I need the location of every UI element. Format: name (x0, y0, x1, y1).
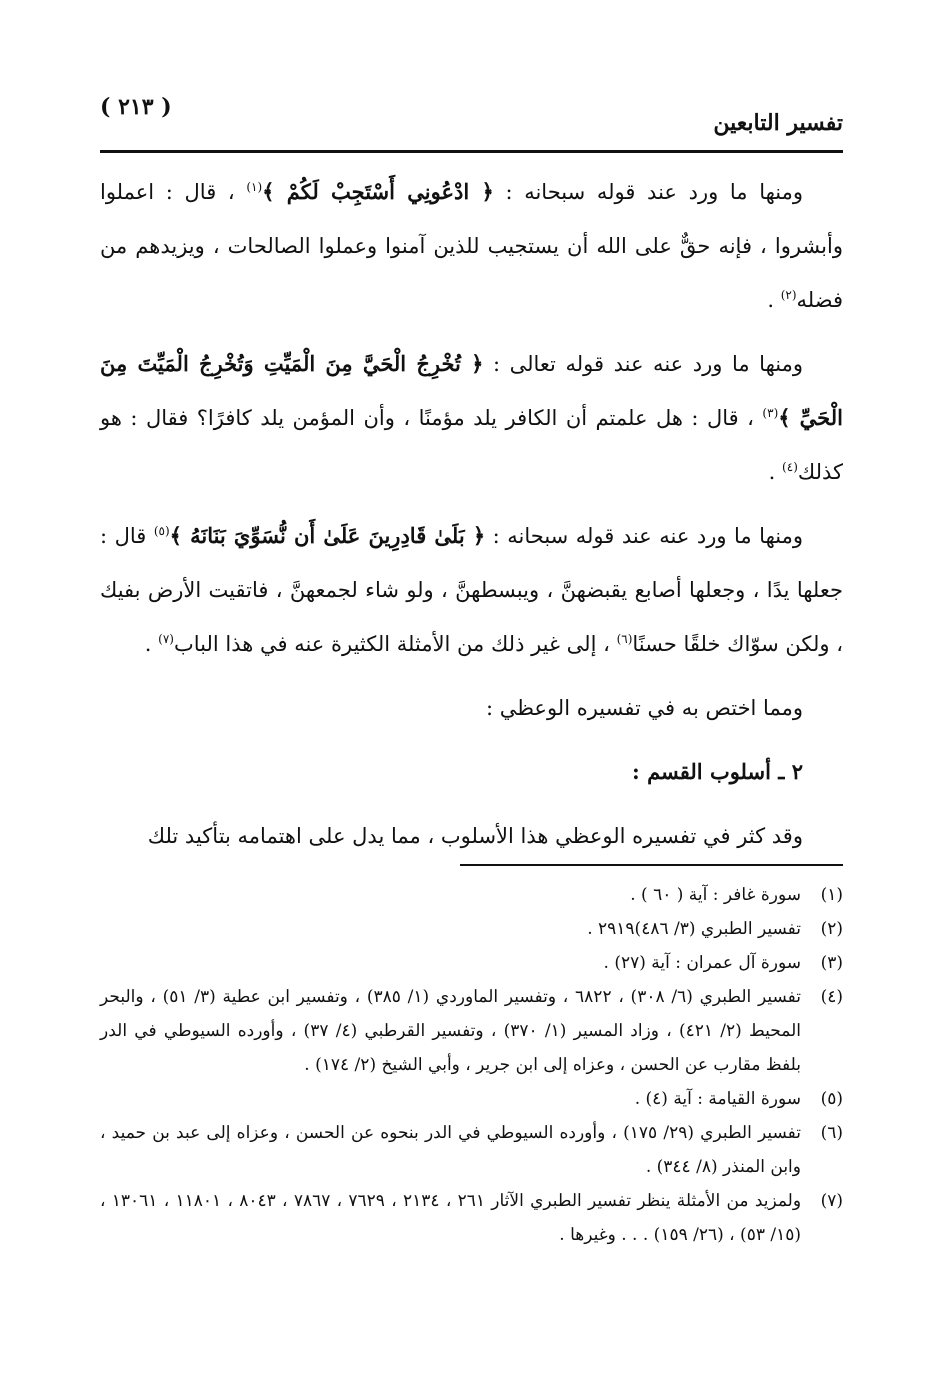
paragraph-3 (100, 509, 843, 671)
text-span: ، قال : هل علمتم أن الكافر يلد مؤمنًا ، وأن المؤمن يلد كافرًا؟ فقال : هو كذلك (100, 406, 843, 484)
footnote-number: (٧) (820, 1191, 843, 1211)
footnote-text: سورة آل عمران : آية (٢٧) . (603, 953, 801, 973)
footnote-item (100, 946, 843, 980)
footnote-item (100, 1184, 843, 1252)
footnote-text: سورة غافر : آية ( ٦٠ ) . (630, 885, 801, 905)
quran-verse: ﴿ ادْعُونِي أَسْتَجِبْ لَكُمْ ﴾ (262, 179, 494, 204)
footnote-number: (٢) (820, 919, 843, 939)
footnote-ref: (٧) (158, 632, 174, 646)
text-span: . (768, 460, 776, 484)
footnote-number: (٤) (820, 987, 843, 1007)
footnote-text: سورة القيامة : آية (٤) . (634, 1089, 801, 1109)
footnote-number: (٣) (820, 953, 843, 973)
paragraph-2 (100, 337, 843, 499)
footnote-item (100, 912, 843, 946)
footnote-number: (٥) (820, 1089, 843, 1109)
text-span: ومنها ما ورد عنه عند قوله سبحانه : (492, 524, 803, 548)
footnote-divider (460, 864, 843, 866)
page-header (100, 86, 843, 142)
footnote-text: تفسير الطبري (٣/ ٤٨٦)٢٩١٩ . (587, 919, 801, 939)
page-number: ( ٢١٣ ) (100, 94, 172, 120)
footnote-item (100, 1082, 843, 1116)
text-span: . (767, 288, 775, 312)
footnote-text: تفسير الطبري (٢٩/ ١٧٥) ، وأورده السيوطي في الدر بنحوه عن الحسن ، وعزاه إلى عبد بن حميد ، وابن المنذر (٨/ ٣٤٤) . (100, 1123, 801, 1177)
paragraph-5: وقد كثر في تفسيره الوعظي هذا الأسلوب ، مما يدل على اهتمامه بتأكيد تلك (147, 824, 803, 848)
footnote-item (100, 1116, 843, 1184)
text-span: . (144, 632, 152, 656)
footnote-ref: (٣) (762, 406, 779, 420)
footnote-text: تفسير الطبري (٦/ ٣٠٨) ، ٦٨٢٢ ، وتفسير الماوردي (١/ ٣٨٥) ، وتفسير ابن عطية (٣/ ٥١) ، والبحر المحيط (٢/ ٤٢١) ، وزاد المسير (١/ ٣٧٠) ، وتفسير القرطبي (٤/ ٣٧) ، وأورده السيوطي في الدر بلفظ مقارب عن الحسن ، وعزاه إلى ابن جرير ، وأبي الشيخ (٢/ ١٧٤) . (100, 987, 802, 1075)
footnote-number: (٦) (820, 1123, 843, 1143)
paragraph-1 (100, 165, 843, 327)
footnote-ref: (٢) (780, 288, 797, 302)
section-heading: ٢ ـ أسلوب القسم : (632, 759, 803, 784)
footnote-item (100, 980, 843, 1082)
main-text (100, 165, 843, 863)
footnotes (100, 878, 843, 1252)
footnote-ref: (٥) (153, 524, 170, 538)
footnote-ref: (٤) (782, 460, 798, 474)
footnote-item (100, 878, 843, 912)
footnote-ref: (١) (246, 180, 263, 194)
quran-verse: ﴿ تُخْرِجُ الْحَيَّ مِنَ الْمَيِّتِ وَتُخْرِجُ الْمَيِّتَ مِنَ الْحَيِّ ﴾ (100, 351, 843, 430)
book-title: تفسير التابعين (713, 110, 843, 136)
quran-verse: ﴿ بَلَىٰ قَادِرِينَ عَلَىٰ أَن نُّسَوِّيَ بَنَانَهُ ﴾ (169, 523, 486, 548)
header-divider (100, 150, 843, 153)
text-span: ومنها ما ورد عند قوله سبحانه : (505, 180, 804, 204)
footnote-ref: (٦) (616, 632, 633, 646)
text-span: ، قال : اعملوا وأبشروا ، فإنه حقٌّ على الله أن يستجيب للذين آمنوا وعملوا الصالحات ، ويزيدهم من فضله (100, 180, 843, 312)
paragraph-4: ومما اختص به في تفسيره الوعظي : (485, 696, 803, 720)
text-span: ومنها ما ورد عنه عند قوله تعالى : (492, 352, 803, 376)
text-span: ، إلى غير ذلك من الأمثلة الكثيرة عنه في هذا الباب (173, 632, 610, 656)
text-span: قال : جعلها يدًا ، وجعلها أصابع يقبضهنَّ ، ويبسطهنَّ ، ولو شاء لجمعهنَّ ، فاتقيت الأرض بفيك ، ولكن سوّاك خلقًا حسنًا (100, 524, 843, 656)
footnote-number: (١) (820, 885, 843, 905)
footnote-text: ولمزيد من الأمثلة ينظر تفسير الطبري الآثار ٢٦١ ، ٢١٣٤ ، ٧٦٢٩ ، ٧٨٦٧ ، ٨٠٤٣ ، ١١٨٠١ ، ١٣٠٦١ ، (١٥/ ٥٣) ، (٢٦/ ١٥٩) . . . وغيرها . (100, 1191, 802, 1245)
